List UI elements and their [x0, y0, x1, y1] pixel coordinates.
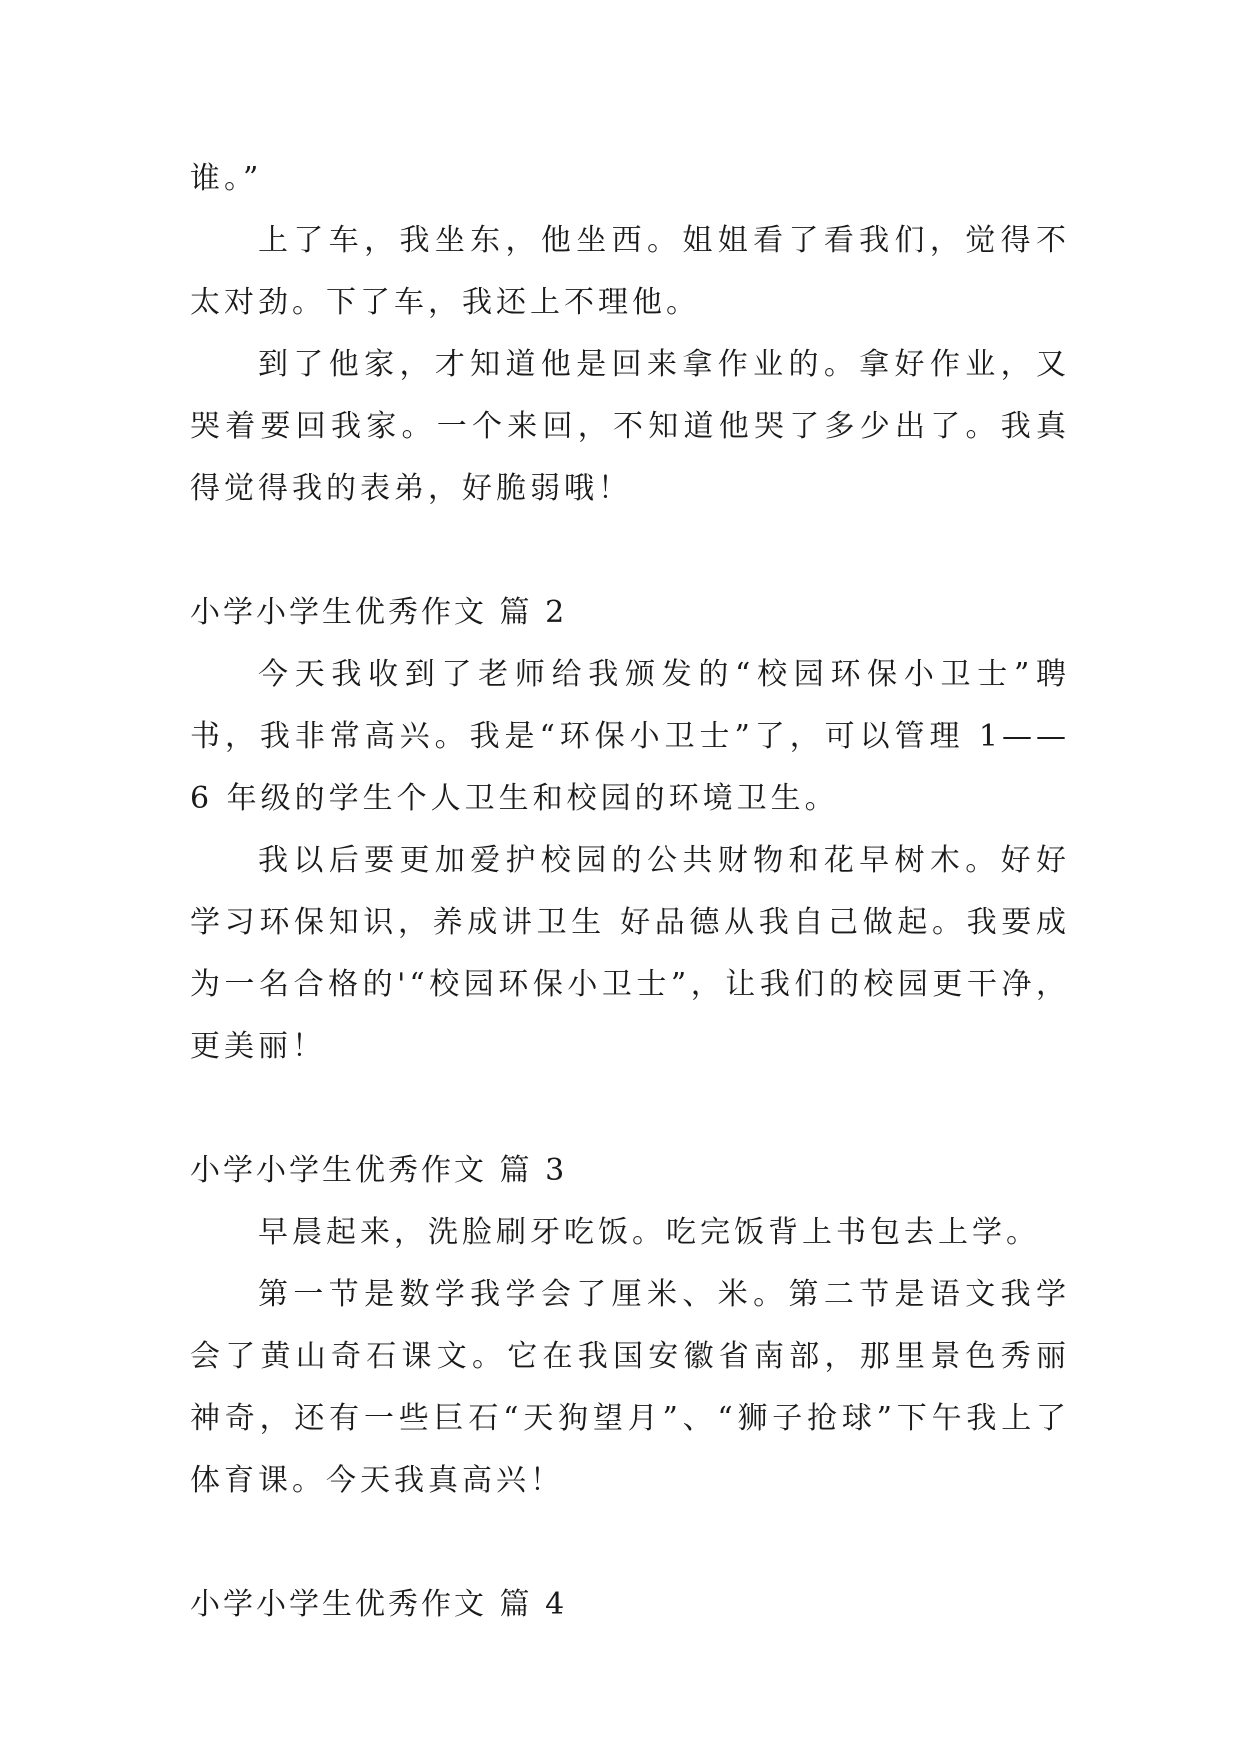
paragraph: 上了车，我坐东，他坐西。姐姐看了看我们，觉得不太对劲。下了车，我还上不理他。: [190, 223, 1070, 320]
section-gap: [190, 1512, 1070, 1574]
paragraph: 我以后要更加爱护校园的公共财物和花早树木。好好学习环保知识，养成讲卫生 好品德从我自己做起。我要成为一名合格的'“校园环保小卫士”，让我们的校园更干净，更美丽！: [190, 843, 1070, 1064]
section-heading: 小学小学生优秀作文 篇 2: [190, 595, 568, 630]
paragraph-continuation: 谁。”: [190, 161, 263, 196]
section-gap: [190, 520, 1070, 582]
paragraph: 今天我收到了老师给我颁发的“校园环保小卫士”聘书，我非常高兴。我是“环保小卫士”了，可以管理 1——6 年级的学生个人卫生和校园的环境卫生。: [190, 657, 1070, 816]
paragraph: 早晨起来，洗脸刷牙吃饭。吃完饭背上书包去上学。: [258, 1215, 1040, 1250]
section-heading: 小学小学生优秀作文 篇 3: [190, 1153, 568, 1188]
section-gap: [190, 1078, 1070, 1140]
paragraph: 第一节是数学我学会了厘米、米。第二节是语文我学会了黄山奇石课文。它在我国安徽省南部，那里景色秀丽神奇，还有一些巨石“天狗望月”、“狮子抢球”下午我上了体育课。今天我真高兴！: [190, 1277, 1070, 1498]
section-heading: 小学小学生优秀作文 篇 4: [190, 1587, 568, 1622]
document-body: [190, 148, 1070, 1636]
paragraph: 到了他家，才知道他是回来拿作业的。拿好作业，又哭着要回我家。一个来回，不知道他哭了多少出了。我真得觉得我的表弟，好脆弱哦！: [190, 347, 1070, 506]
